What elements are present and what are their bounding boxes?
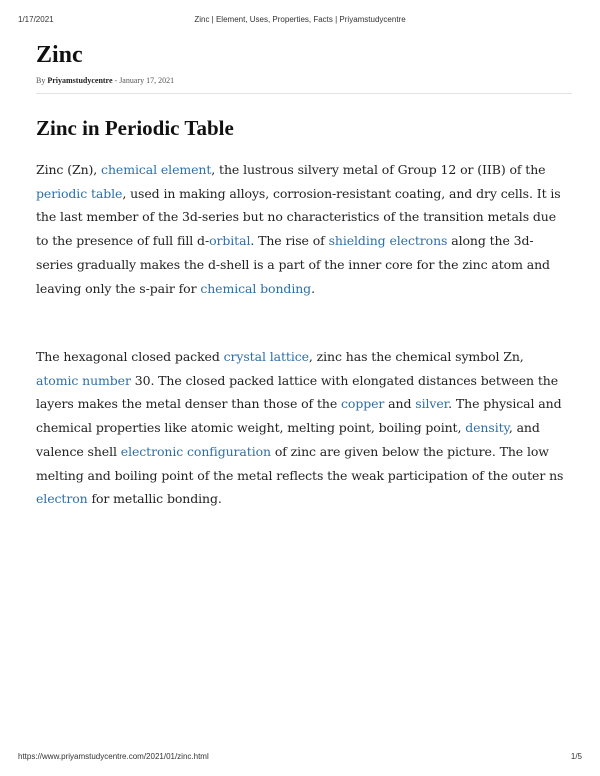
paragraph-text: and: [384, 396, 416, 412]
paragraph-text: of zinc are given below the picture. The low melting and boiling point of the metal reflects the weak participation of the outer ns: [36, 443, 564, 483]
print-footer: [0, 752, 600, 768]
paragraph-periodic-table: [36, 158, 566, 300]
link-shielding-electrons[interactable]: shielding electrons: [328, 233, 448, 249]
paragraph-text: , and valence shell: [36, 420, 540, 459]
byline-separator: -: [114, 76, 118, 85]
link-atomic-number[interactable]: atomic number: [36, 372, 131, 388]
section-title: Zinc in Periodic Table: [36, 116, 234, 140]
article-title: Zinc: [36, 42, 83, 68]
print-url: https://www.priyamstudycentre.com/2021/01/zinc.html: [18, 752, 209, 761]
link-electronic-configuration[interactable]: electronic configuration: [120, 443, 271, 459]
paragraph-text: 30. The closed packed lattice with elongated distances between the layers makes the metal denser than those of the: [36, 372, 559, 412]
paragraph-text: , zinc has the chemical symbol Zn,: [308, 349, 524, 364]
paragraph-text: The hexagonal closed packed: [36, 349, 224, 364]
byline: [36, 76, 174, 85]
print-page-title: Zinc | Element, Uses, Properties, Facts | Priyamstudycentre: [194, 15, 406, 24]
paragraph-text: . The physical and chemical properties like atomic weight, melting point, boiling point,: [36, 396, 562, 436]
paragraph-text: Zinc (Zn),: [36, 162, 102, 177]
byline-author[interactable]: Priyamstudycentre: [47, 76, 113, 85]
header-divider: [36, 93, 572, 94]
link-silver[interactable]: silver: [415, 396, 449, 412]
link-crystal-lattice[interactable]: crystal lattice: [223, 349, 309, 364]
link-density[interactable]: density: [465, 420, 509, 436]
print-page-number: 1/5: [570, 752, 582, 761]
paragraph-text: along the 3d-series gradually makes the d-shell is a part of the inner core for the zinc atom and leaving only the s-pair for: [36, 233, 550, 296]
paragraph-text: for metallic bonding.: [87, 491, 222, 507]
paragraph-text: , the lustrous silvery metal of Group 12 or (IIB) of the: [211, 162, 546, 177]
print-date: 1/17/2021: [18, 15, 54, 24]
link-chemical-bonding[interactable]: chemical bonding: [200, 280, 312, 296]
paragraph-text: , used in making alloys, corrosion-resistant coating, and dry cells. It is the last member of the 3d-series but no characteristics of the transition metals due to the presence of full fill d-: [36, 185, 561, 249]
link-orbital[interactable]: orbital: [209, 233, 251, 249]
byline-date: January 17, 2021: [119, 76, 175, 85]
byline-by: By: [36, 76, 46, 85]
print-header: [0, 0, 600, 28]
link-periodic-table[interactable]: periodic table: [36, 185, 123, 201]
link-chemical-element[interactable]: chemical element: [101, 162, 212, 177]
paragraph-text: . The rise of: [250, 233, 329, 249]
link-copper[interactable]: copper: [341, 396, 385, 412]
link-electron[interactable]: electron: [36, 491, 88, 507]
paragraph-text: .: [311, 280, 315, 296]
paragraph-crystal-lattice: [36, 345, 566, 511]
